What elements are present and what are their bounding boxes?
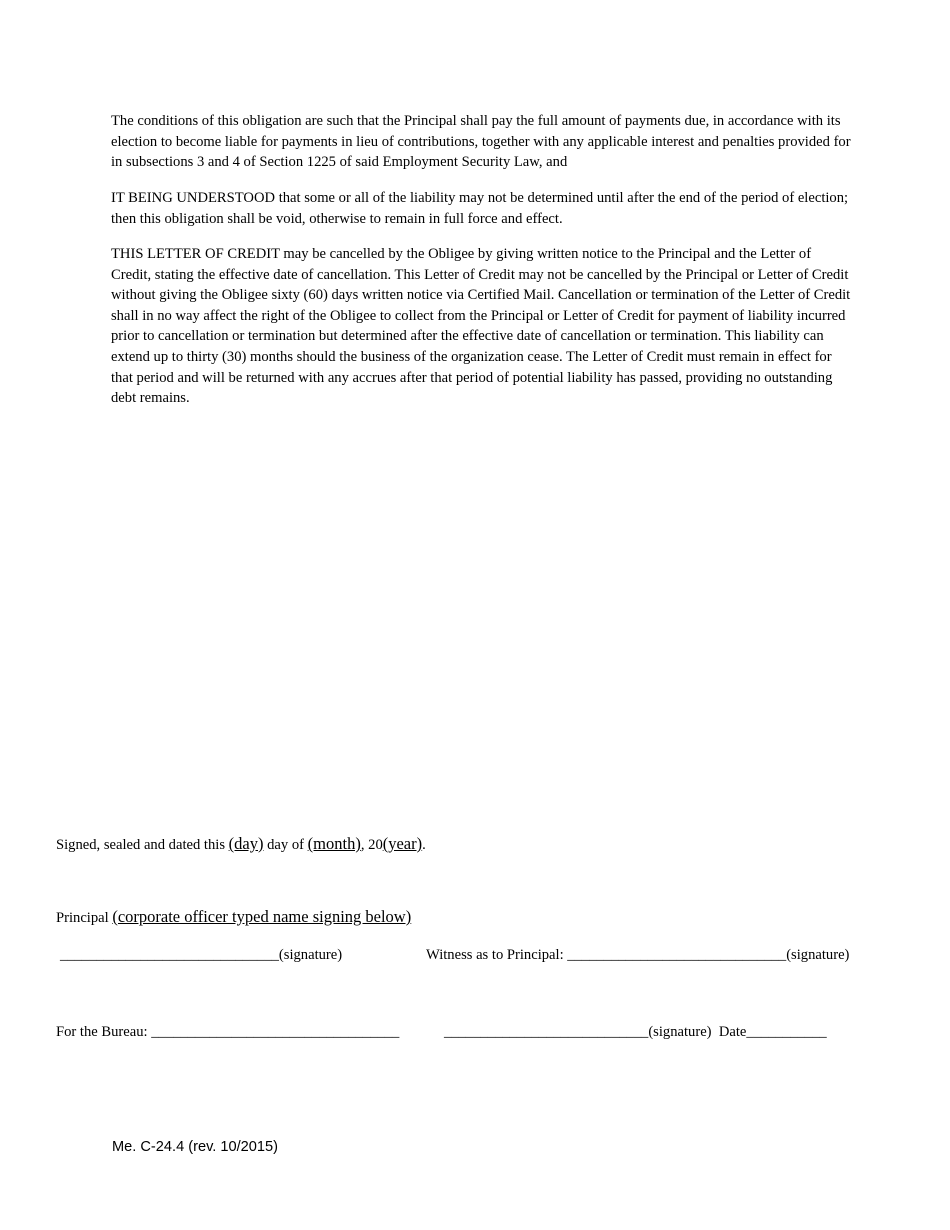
understood-paragraph: IT BEING UNDERSTOOD that some or all of the liability may not be determined until after the end of the period of election; then this obligation shall be void, otherwise to remain in full force and effect. (111, 190, 849, 227)
principal-signature-label: (signature) (278, 947, 343, 963)
principal-signature-line[interactable]: ______________________________ (60, 947, 279, 963)
principal-label: Principal (56, 910, 113, 926)
signed-suffix: . (422, 837, 426, 853)
witness-signature-line[interactable]: ______________________________ (567, 947, 787, 963)
principal-line (56, 907, 411, 928)
year-field[interactable]: (year) (382, 834, 423, 853)
bureau-signature-line[interactable]: ____________________________ (444, 1024, 649, 1040)
bureau-name-line[interactable]: __________________________________ (151, 1024, 400, 1040)
bureau-signature (444, 1022, 827, 1042)
date-line[interactable]: ___________ (746, 1024, 827, 1040)
witness-label: Witness as to Principal: (426, 947, 568, 963)
bureau-label: For the Bureau: (56, 1024, 152, 1040)
date-label: Date (711, 1024, 747, 1040)
witness-signature-label: (signature) (786, 947, 850, 963)
month-field[interactable]: (month) (307, 834, 361, 853)
bureau-signature-label: (signature) (648, 1024, 712, 1040)
form-number: Me. C-24.4 (rev. 10/2015) (112, 1139, 279, 1155)
principal-signature (60, 945, 342, 965)
conditions-paragraph: The conditions of this obligation are such that the Principal shall pay the full amount of payments due, in accordance with its election to become liable for payments in lieu of contributions, together with any applicable interest and penalties provided for in subsections 3 and 4 of Section 1225 of said Employment Security Law, and (111, 113, 851, 171)
principal-name-field[interactable]: (corporate officer typed name signing below) (112, 907, 412, 926)
signed-date-line (56, 834, 426, 855)
bureau-name (56, 1022, 399, 1042)
signed-prefix: Signed, sealed and dated this (56, 837, 229, 853)
day-field[interactable]: (day) (228, 834, 264, 853)
witness-signature (426, 945, 849, 965)
cancellation-paragraph: THIS LETTER OF CREDIT may be cancelled by the Obligee by giving written notice to the Principal and the Letter of Credit, stating the effective date of cancellation. This Letter of Credit may not be cancelled by the Principal or Letter of Credit without giving the Obligee sixty (60) days written notice via Certified Mail. Cancellation or termination of the Letter of Credit shall in no way affect the right of the Obligee to collect from the Principal or Letter of Credit for payment of liability incurred prior to cancellation or termination but determined after the effective date of cancellation or termination. This liability can extend up to thirty (30) months should the business of the organization cease. The Letter of Credit must remain in effect for that period and will be returned with any accrues after that period of potential liability has passed, providing no outstanding debt remains. (111, 246, 851, 407)
year-prefix: , 20 (360, 837, 383, 853)
day-of-text: day of (263, 837, 308, 853)
